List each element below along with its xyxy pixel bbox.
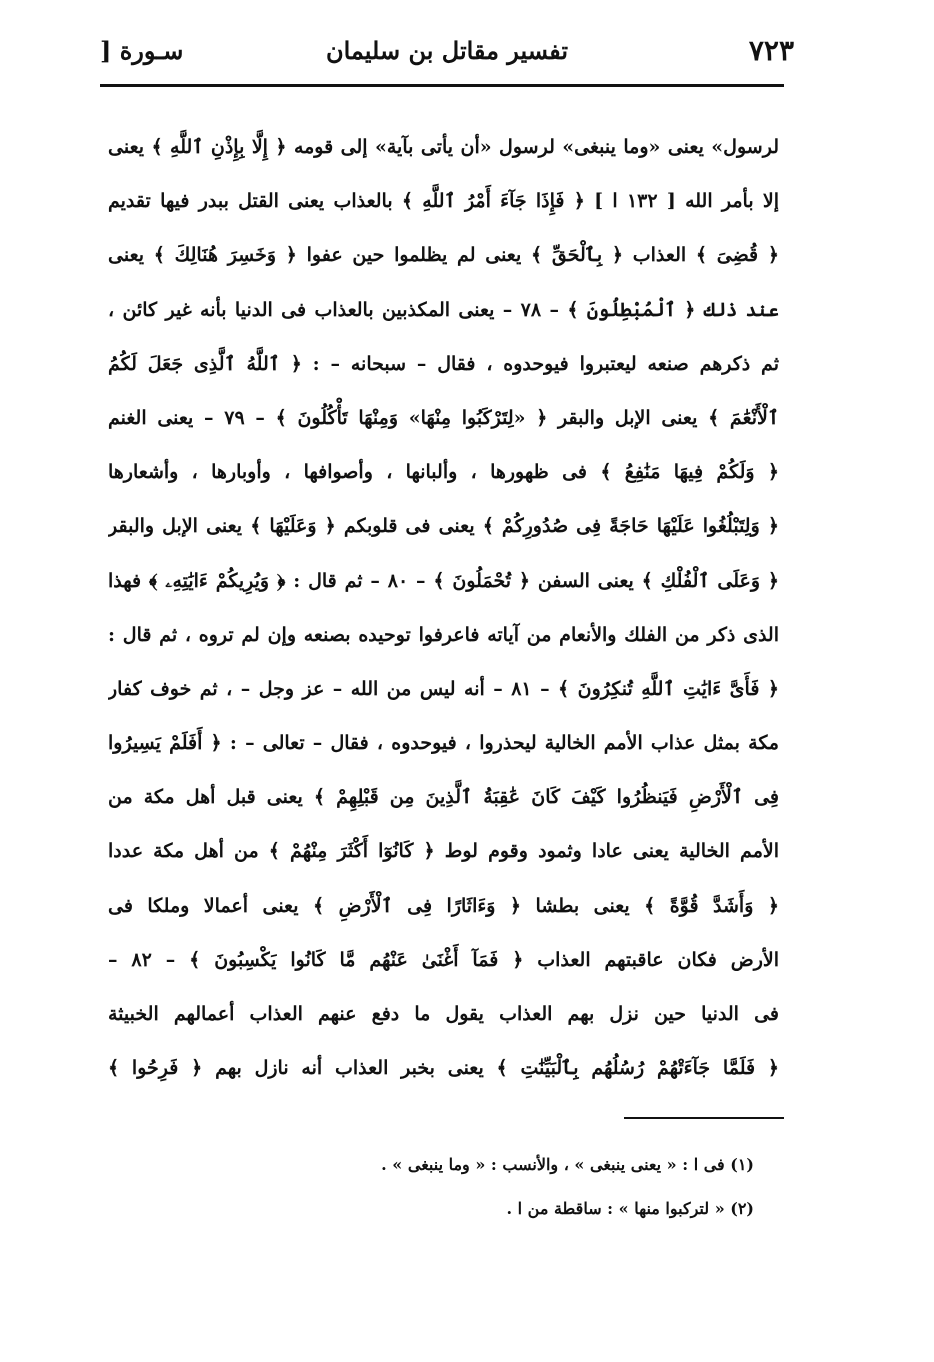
text-line: ﴿ وَعَلَى ٱلْفُلْكِ ﴾ يعنى السفن ﴿ تُحْمَلُونَ ﴾ – ٨٠ – ثم قال : ﴿ وَيُرِيكُمْ ءَايَٰتِهِۦ ﴾ فهذا <box>108 569 779 592</box>
text-line: ﴿ وَلِتَبْلُغُوا عَلَيْهَا حَاجَةً فِى صُدُورِكُمْ ﴾ يعنى فى قلوبكم ﴿ وَعَلَيْهَا ﴾ يعنى الإبل والبقر <box>108 515 779 538</box>
text-line: عند ذلك ﴿ ٱلْمُبْطِلُونَ ﴾ – ٧٨ – يعنى المكذبين بالعذاب فى الدنيا بأنه غير كائن ، <box>108 298 779 321</box>
page-number: ٧٢٣ <box>748 34 794 67</box>
footnote: (١) فى ا : « يعنى ينبغى » ، والأنسب : « وما ينبغى » . <box>381 1155 754 1174</box>
text-line: ٱلْأَنْعَٰمَ ﴾ يعنى الإبل والبقر ﴿ «لِتَرْكَبُوا مِنْهَا» وَمِنْهَا تَأْكُلُونَ ﴾ – ٧٩ – يعنى الغنم <box>108 406 779 429</box>
page-header <box>100 28 794 80</box>
surah-label: سـورة [ <box>100 36 184 65</box>
main-text <box>108 120 779 1095</box>
text-line: فى الدنيا حين نزل بهم العذاب يقول ما دفع عنهم العذاب أعمالهم الخبيثة <box>108 1003 779 1025</box>
footnote-rule <box>624 1117 784 1119</box>
text-line: الذى ذكر من الفلك والأنعام من آياته فاعرفوا توحيده بصنعه وإن لم تروه ، ثم قال : <box>108 623 779 646</box>
text-line: إلا بأمر الله [ ١٣٢ ا ] ﴿ فَإِذَا جَآءَ أَمْرُ ٱللَّهِ ﴾ بالعذاب يعنى القتل ببدر فيها تقديم <box>108 190 779 213</box>
text-line: الأمم الخالية يعنى عادا وثمود وقوم لوط ﴿ كَانُوٓا أَكْثَرَ مِنْهُمْ ﴾ من أهل مكة عددا <box>108 840 779 863</box>
text-line: فِى ٱلْأَرْضِ فَيَنظُرُوا كَيْفَ كَانَ عَٰقِبَةُ ٱلَّذِينَ مِن قَبْلِهِمْ ﴾ يعنى قبل أهل مكة من <box>108 786 779 809</box>
text-line: ﴿ قُضِىَ ﴾ العذاب ﴿ بِٱلْحَقِّ ﴾ يعنى لم يظلموا حين عفوا ﴿ وَخَسِرَ هُنَالِكَ ﴾ يعنى <box>108 244 779 267</box>
text-line: ﴿ فَلَمَّا جَآءَتْهُمْ رُسُلُهُم بِٱلْبَيِّنَٰتِ ﴾ يعنى بخبر العذاب أنه نازل بهم ﴿ فَرِحُوا ﴾ <box>108 1057 779 1080</box>
header-rule <box>100 84 784 87</box>
footnote: (٢) « لتركبوا منها » : ساقطة من ا . <box>506 1199 754 1218</box>
footnotes <box>300 1145 754 1233</box>
text-line: الأرض فكان عاقبتهم العذاب ﴿ فَمَآ أَغْنَىٰ عَنْهُم مَّا كَانُوا يَكْسِبُونَ ﴾ – ٨٢ – <box>108 948 779 971</box>
text-line: ﴿ وَلَكُمْ فِيهَا مَنَٰفِعُ ﴾ فى ظهورها ، وألبانها ، وأصوافها ، وأوبارها ، وأشعارها <box>108 461 779 484</box>
text-line: ثم ذكرهم صنعه ليعتبروا فيوحدوه ، فقال – سبحانه – : ﴿ ٱللَّهُ ٱلَّذِى جَعَلَ لَكُمُ <box>108 352 779 375</box>
text-line: ﴿ فَأَىَّ ءَايَٰتِ ٱللَّهِ تُنكِرُونَ ﴾ – ٨١ – أنه ليس من الله – عز وجل – ، ثم خوف كفار <box>108 677 779 700</box>
text-line: لرسول» يعنى «وما ينبغى» لرسول «أن يأتى بآية» إلى قومه ﴿ إِلَّا بِإِذْنِ ٱللَّهِ ﴾ يعنى <box>108 136 779 158</box>
text-line: ﴿ وَأَشَدَّ قُوَّةً ﴾ يعنى بطشا ﴿ وَءَاثَارًا فِى ٱلْأَرْضِ ﴾ يعنى أعمالا وملكا فى <box>108 894 779 917</box>
running-title: تفسير مقاتل بن سليمان <box>325 36 569 65</box>
text-line: مكة بمثل عذاب الأمم الخالية ليحذروا ، فيوحدوه ، فقال – تعالى – : ﴿ أَفَلَمْ يَسِيرُوا <box>108 732 779 755</box>
